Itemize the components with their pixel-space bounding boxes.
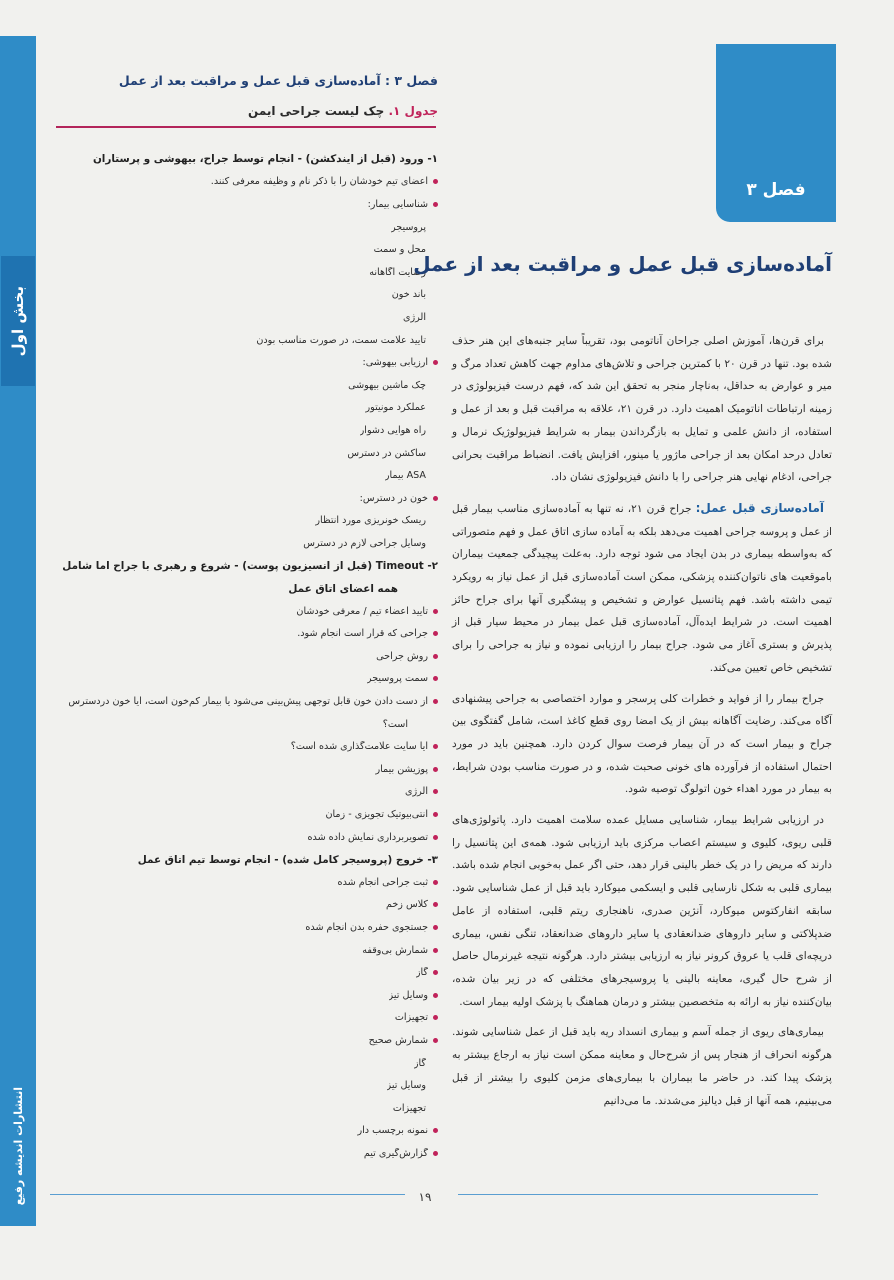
checklist-subitem (40, 1052, 438, 1075)
safety-checklist (40, 148, 438, 1165)
main-title: آماده‌سازی قبل عمل و مراقبت بعد از عمل (413, 252, 832, 276)
paragraph-text: برای قرن‌ها، آموزش اصلی جراحان آناتومی بود، تقریباً سایر جنبه‌های این هنر حذف شده بود. تنها در قرن ۲۰ با کمترین جراحی و تلاش‌های مداوم جهت کاهش تعداد مرگ و میر و عوارض به حداقل، به‌ناچار منجر به تحقق این شد که، فهم درست فیزیولوژی در زمینه ارتباطات اناتومیک اهمیت دارد. در قرن ۲۱، علاقه به مراقبت قبل و بعد از عمل و استفاده، از دانش علمی و تمایل به بازگرداندن بیمار به شرایط فیزیولوژیک نرمال و تعادل درحد امکان بعد از جراحی ماژور یا مینور، افزایش یافت. انضباط مراقبت بحرانی جراحی، ادغام نهایی هنر جراحی را با دانش فیزیولوژی نشان داد. (452, 335, 833, 484)
checklist-item (40, 690, 438, 713)
checklist-item (40, 1029, 438, 1052)
checklist-subitem (40, 216, 438, 239)
publisher-box (1, 1076, 35, 1216)
checklist-item (40, 600, 438, 623)
checklist-item (40, 193, 438, 216)
body-text (452, 330, 832, 1112)
chapter-tab (716, 44, 836, 222)
checklist-text: عملکرد مونیتور (365, 402, 426, 414)
checklist-text: تصویربرداری نمایش داده شده (307, 831, 428, 843)
checklist-text: کلاس زخم (385, 899, 428, 911)
checklist-subitem (40, 1097, 438, 1120)
checklist-text: شناسایی بیمار: (367, 198, 428, 210)
checklist-subitem (40, 374, 438, 397)
paragraph-text: جراح بیمار را از فواید و خطرات کلی پرسجر و موارد اختصاصی به جراحی پیشنهادی آگاه می‌کند. رضایت آگاهانه بیش از یک امضا روی قطع کاغذ است، شامل گفتگوی بین جراح و بیمار است که در آن بیمار فرصت سوال کردن دارد. همچنین باید در مورد احتمال استفاده از فرآورده های خونی صحبت شده، و در صورت مناسب بودن شرایط، به بیمار در مورد اهداء خون اتولوگ توصیه شود. (452, 692, 832, 796)
checklist-text: ارزیابی بیهوشی: (362, 357, 428, 369)
checklist-item (40, 645, 438, 668)
checklist-text: تجهیزات (392, 1102, 426, 1114)
publisher-label: انتشارات اندیشه رفیع (11, 1086, 25, 1206)
checklist-text: جراحی که قرار است انجام شود. (297, 628, 428, 640)
checklist-item (40, 781, 438, 804)
checklist-text: شمارش صحیح (368, 1034, 428, 1046)
checklist-item (40, 171, 438, 194)
checklist-text: روش جراحی (376, 650, 428, 662)
checklist-item (40, 826, 438, 849)
checklist-text: باند خون (391, 289, 426, 301)
checklist-text: سمت پروسیجر (366, 673, 428, 685)
checklist-subitem (40, 442, 438, 465)
footer-rule-right (458, 1194, 818, 1195)
checklist-subitem (40, 306, 438, 329)
checklist-text: ساکشن در دسترس (347, 447, 426, 459)
checklist-item (40, 803, 438, 826)
body-paragraph (452, 809, 832, 1013)
checklist-text: همه اعضای اتاق عمل (288, 582, 398, 595)
checklist-subitem (40, 238, 438, 261)
checklist-text: وسایل تیز (388, 989, 428, 1001)
checklist-text: اعضای تیم خودشان را با ذکر نام و وظیفه معرفی کنند. (210, 176, 428, 188)
checklist-subitem (40, 284, 438, 307)
checklist-text: راه هوایی دشوار (359, 424, 426, 436)
checklist-text: آلرژی (402, 311, 426, 323)
checklist-section (40, 577, 438, 600)
body-paragraph (452, 497, 832, 680)
checklist-text: شمارش بی‌وقفه (362, 944, 428, 956)
checklist-text: گاز (415, 967, 428, 979)
checklist-subitem (40, 261, 438, 284)
chapter-heading: فصل ۳ : آماده‌سازی قبل عمل و مراقبت بعد از عمل (118, 73, 438, 88)
checklist-subitem (40, 510, 438, 533)
checklist-item (40, 961, 438, 984)
table-title (48, 100, 438, 122)
body-paragraph (452, 688, 832, 802)
page-number: ۱۹ (418, 1190, 432, 1204)
checklist-text: ۳- خروج (پروسیجر کامل شده) - انجام توسط تیم اتاق عمل (137, 853, 438, 866)
checklist-item (40, 984, 438, 1007)
checklist-subitem (40, 532, 438, 555)
checklist-subitem (40, 713, 438, 736)
paragraph-text: بیماری‌های ریوی از جمله آسم و بیماری انسداد ریه باید قبل از عمل شناسایی شوند. هرگونه انحراف از هنجار پس از شرح‌حال و معاینه ممکن است نیاز به ارجاع بیشتر به پزشک پیدا کند. در حاضر ما بیماران با بیماری‌های مزمن کلیوی را بیشتر از قبل می‌بینیم، همه آنها از قبل دیالیز می‌شدند. ما می‌دانیم (452, 1026, 832, 1107)
checklist-text: تجهیزات (394, 1012, 428, 1024)
checklist-text: رضایت آگاهانه (369, 266, 426, 278)
part-label: بخش اول (9, 285, 27, 357)
checklist-text: تأیید علامت سمت، در صورت مناسب بودن (256, 334, 426, 346)
checklist-text: ۱- ورود (قبل از ایندکشن) - انجام توسط جراح، بیهوشی و پرستاران (92, 153, 438, 166)
checklist-text: محل و سمت (373, 244, 426, 256)
checklist-text: پروسیجر (390, 221, 426, 233)
checklist-item (40, 758, 438, 781)
checklist-text: گزارش‌گیری تیم (363, 1147, 428, 1159)
checklist-subitem (40, 397, 438, 420)
checklist-text: گاز (413, 1057, 426, 1069)
checklist-item (40, 668, 438, 691)
side-tab (0, 36, 36, 1226)
checklist-text: ریسک خونریزی مورد انتظار (315, 515, 426, 527)
checklist-item (40, 735, 438, 758)
checklist-item (40, 351, 438, 374)
checklist-text: چک ماشین بیهوشی (348, 379, 426, 391)
checklist-text: ASA بیمار (384, 470, 426, 482)
checklist-text: تأیید اعضاء تیم / معرفی خودشان (296, 605, 428, 617)
checklist-text: خون در دسترس: (359, 492, 428, 504)
checklist-text: از دست دادن خون قابل توجهی پیش‌بینی می‌شود یا بیمار کم‌خون است، آیا خون دردسترس (68, 696, 428, 708)
checklist-text: آنتی‌بیوتیک تجویزی - زمان (325, 809, 428, 821)
checklist-subitem (40, 329, 438, 352)
checklist-section (40, 848, 438, 871)
footer-rule-left (50, 1194, 405, 1195)
checklist-subitem (40, 1074, 438, 1097)
chapter-tab-label: فصل ۳ (746, 180, 806, 200)
checklist-section (40, 148, 438, 171)
checklist-item (40, 622, 438, 645)
paragraph-text: جراح قرن ۲۱، نه تنها به آماده‌سازی مناسب بیمار قبل از عمل و پروسه جراحی اهمیت می‌دهد بلکه به آماده سازی اتاق عمل و فهم متصوراتی که به‌واسطه بیماری در بدن ایجاد می شود توجه دارد. به‌علت پیچیدگی جمعیت بیماران باموقعیت های ناتوان‌کننده پزشکی، ممکن است آماده‌سازی قبل از عمل نیاز به رویکرد تیمی داشته باشد. فهم پتانسیل عوارض و تشخیص و پیشگیری آنها برای جراح حائز اهمیت است. در شرایط ایده‌آل، آماده‌سازی قبل عمل بیمار در محیط سیار قبل از پذیرش و بستری آغاز می شود. جراح بیمار را ارزیابی نموده و نیاز به جراحی را برای تشخیص خاص تعیین می‌کند. (452, 502, 832, 674)
table-rule (56, 126, 436, 128)
checklist-text: پوزیشن بیمار (375, 763, 428, 775)
checklist-section (40, 555, 438, 578)
checklist-item (40, 894, 438, 917)
table-name: چک لیست جراحی ایمن (248, 104, 385, 118)
checklist-text: است؟ (382, 718, 408, 730)
checklist-text: جستجوی حفره بدن انجام شده (305, 921, 428, 933)
body-paragraph (452, 330, 832, 489)
table-label: جدول ۱. (388, 104, 438, 118)
checklist-text: آلرژی (404, 786, 428, 798)
checklist-item (40, 916, 438, 939)
checklist-item (40, 939, 438, 962)
section-subheading: آماده‌سازی قبل عمل: (695, 500, 824, 515)
checklist-subitem (40, 464, 438, 487)
checklist-item (40, 487, 438, 510)
body-paragraph (452, 1021, 832, 1112)
checklist-text: ۲- Timeout (قبل از انسیزیون پوست) - شروع و رهبری با جراح اما شامل (62, 559, 438, 572)
checklist-item (40, 1142, 438, 1165)
checklist-subitem (40, 419, 438, 442)
checklist-item (40, 1120, 438, 1143)
checklist-text: وسایل تیز (386, 1080, 426, 1092)
checklist-text: آیا سایت علامت‌گذاری شده است؟ (290, 741, 428, 753)
checklist-text: نمونه برچسب دار (357, 1125, 428, 1137)
checklist-text: ثبت جراحی انجام شده (337, 876, 428, 888)
table-header (48, 70, 438, 122)
checklist-item (40, 871, 438, 894)
checklist-text: وسایل جراحی لازم در دسترس (303, 537, 426, 549)
checklist-item (40, 1007, 438, 1030)
part-label-box (1, 256, 35, 386)
paragraph-text: در ارزیابی شرایط بیمار، شناسایی مسایل عمده سلامت اهمیت دارد. پاتولوژی‌های قلبی ریوی، کلیوی و سیستم اعصاب مرکزی باید ارزیابی شود. همه‌ی این پتانسیل را دارند که مریض را در یک خطر بالینی قرار دهد، حتی اگر عمل به‌خوبی انجام شده باشد. بیماری قلبی به شکل نارسایی قلبی و ایسکمی میوکارد باید قبل از عمل شناسایی شود. سابقه انفارکتوس میوکارد، آنژین صدری، ناهنجاری ریتم قلبی، استفاده از عامل ضدپلاکتی و سایر داروهای ضدانعقادی یا سایر داروهای ضدانعقاد، تنگی نفس، بیماری دریچه‌ای قلب یا عروق کرونر نیاز به ارزیابی بیشتر دارد. هرگونه نتیجه غیرنرمال حاصل از شرح حال گیری، معاینه بالینی یا پروسیجرهای مختلفی که در زیر بیان شده، بیان‌کننده نیاز به ارائه به متخصصین بیشتر و درمان هماهنگ با پزشک اولیه بیمار است. (452, 814, 832, 1008)
